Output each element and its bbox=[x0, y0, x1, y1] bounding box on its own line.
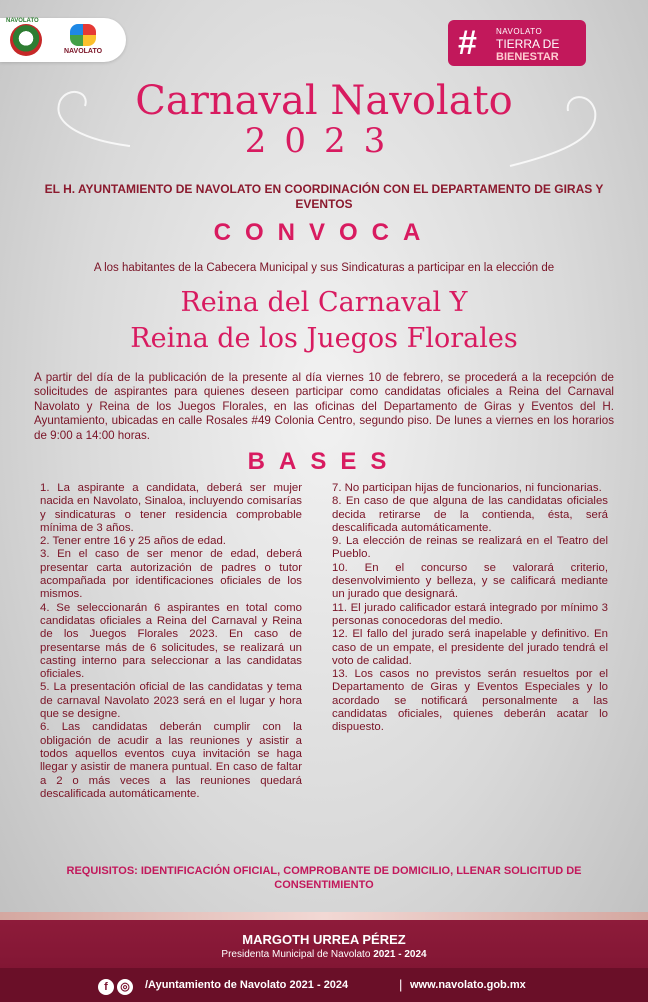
reina-title-line-2: Reina de los Juegos Florales bbox=[130, 323, 518, 354]
role-period: 2021 - 2024 bbox=[373, 949, 427, 960]
badge-line-1: NAVOLATO bbox=[496, 27, 543, 36]
base-item: 5. La presentación oficial de las candidatas y tema de carnaval Navolato 2023 será en el lugar y hora que se designe. bbox=[40, 681, 302, 721]
footer bbox=[0, 920, 648, 1002]
municipal-seal-logo bbox=[10, 24, 42, 56]
convoca-heading: CONVOCA bbox=[213, 219, 435, 246]
base-item: 10. En el concurso se valorará criterio, desenvolvimiento y belleza, y se calificará mediante un jurado que designará. bbox=[332, 561, 608, 601]
base-item: 6. Las candidatas deberán cumplir con la obligación de acudir a las reuniones y asistir a todos aquellos eventos cuya invitación se haga llegar y asistir de manera puntual. En caso de faltar a 2 o más veces a las reuniones quedará descalificada automáticamente. bbox=[40, 721, 302, 800]
badge-line-3: BIENESTAR bbox=[496, 51, 559, 63]
navolato-brand-logo bbox=[70, 24, 96, 46]
event-year: 2023 bbox=[244, 121, 404, 161]
facebook-icon[interactable]: f bbox=[98, 979, 114, 995]
president-role bbox=[0, 949, 648, 960]
social-icons bbox=[98, 977, 136, 995]
intro-text: A los habitantes de la Cabecera Municipal y sus Sindicaturas a participar en la elección de bbox=[93, 262, 555, 274]
badge-line-2: TIERRA DE bbox=[496, 37, 560, 51]
social-handle[interactable]: /Ayuntamiento de Navolato 2021 - 2024 bbox=[145, 979, 349, 991]
reina-title-line-1: Reina del Carnaval Y bbox=[180, 287, 468, 318]
base-item: 2. Tener entre 16 y 25 años de edad. bbox=[40, 535, 226, 548]
base-item: 1. La aspirante a candidata, deberá ser mujer nacida en Navolato, Sinaloa, incluyendo comisarías y sindicaturas o tener residencia comprobable mínima de 3 años. bbox=[40, 482, 302, 534]
base-item: 9. La elección de reinas se realizará en el Teatro del Pueblo. bbox=[332, 535, 608, 561]
base-item: 4. Se seleccionarán 6 aspirantes en total como candidatas oficiales a Reina del Carnaval y Reina de los Juegos Florales 2023. En caso de presentarse más de 6 solicitudes, se realizará un casting interno para seleccionar a las candidatas oficiales. bbox=[40, 601, 302, 681]
base-item: 13. Los casos no previstos serán resueltos por el Departamento de Giras y Eventos Especiales y lo acordado se notificará personalmente a las candidatas oficiales, quienes deberán acatar lo dispuesto. bbox=[332, 668, 608, 734]
tierra-de-bienestar-badge bbox=[448, 20, 586, 66]
base-item: 8. En caso de que alguna de las candidatas oficiales decida retirarse de la contienda, ésta, será descalificada automáticamente. bbox=[332, 495, 608, 534]
instagram-icon[interactable]: ◎ bbox=[117, 979, 133, 995]
brand-logo-text: NAVOLATO bbox=[63, 48, 103, 55]
role-label: Presidenta Municipal de Navolato bbox=[221, 949, 371, 960]
requirements-text: REQUISITOS: IDENTIFICACIÓN OFICIAL, COMPROBANTE DE DOMICILIO, LLENAR SOLICITUD DE CONSENTIMIENTO bbox=[66, 865, 582, 891]
website-link[interactable]: www.navolato.gob.mx bbox=[410, 979, 526, 991]
logos-panel bbox=[0, 18, 126, 62]
bases-right-column bbox=[332, 482, 608, 735]
president-name: MARGOTH URREA PÉREZ bbox=[242, 932, 406, 947]
seal-logo-text: NAVOLATO bbox=[6, 18, 39, 24]
base-item: 3. En el caso de ser menor de edad, deberá presentar carta autorización de padres o tutor acompañada por identificaciones oficiales de los mismos. bbox=[40, 548, 302, 601]
announcement-body: A partir del día de la publicación de la presente al día viernes 10 de febrero, se procederá a la recepción de solicitudes de aspirantes para quienes deseen participar como candidatas oficiales a Reina del Carnaval Navolato y Reina de los Juegos Florales, en las oficinas del Departamento de Giras y Eventos del H. Ayuntamiento, ubicadas en calle Rosales #49 Colonia Centro, segundo piso. De lunes a viernes en los horarios de 9:00 a 14:00 horas. bbox=[34, 371, 614, 442]
footer-separator: | bbox=[399, 977, 403, 992]
base-item: 12. El fallo del jurado será inapelable y definitivo. En caso de un empate, el presidente del jurado tendrá el voto de calidad. bbox=[332, 628, 608, 667]
footer-stripe bbox=[0, 912, 648, 920]
event-title: Carnaval Navolato bbox=[135, 78, 513, 124]
bases-left-column bbox=[40, 482, 302, 801]
hashtag-icon: # bbox=[458, 24, 477, 62]
reina-title bbox=[0, 285, 648, 357]
base-item: 7. No participan hijas de funcionarios, ni funcionarias. bbox=[332, 482, 602, 494]
base-item: 11. El jurado calificador estará integrado por mínimo 3 personas conocedoras del medio. bbox=[332, 601, 608, 627]
organizer-heading: EL H. AYUNTAMIENTO DE NAVOLATO EN COORDINACIÓN CON EL DEPARTAMENTO DE GIRAS Y EVENTOS bbox=[44, 182, 604, 211]
bases-heading: BASES bbox=[247, 448, 401, 475]
